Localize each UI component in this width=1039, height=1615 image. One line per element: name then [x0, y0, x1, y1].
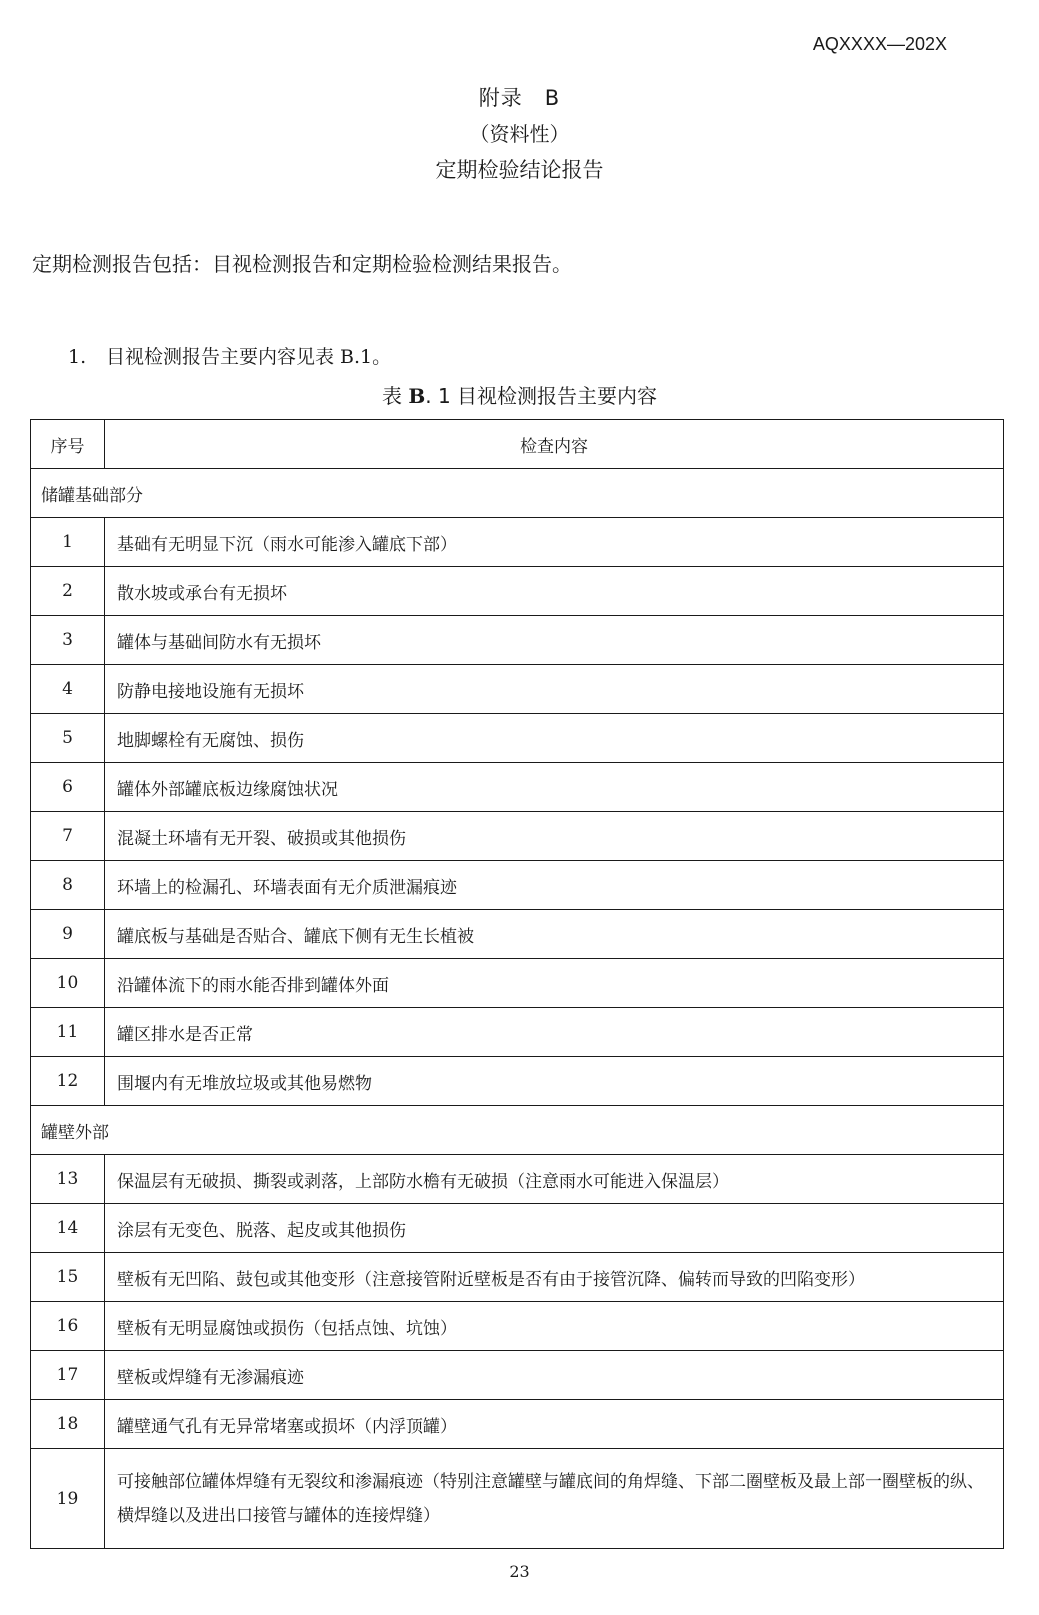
row-number: 8 [31, 861, 105, 910]
section-row [31, 469, 1004, 518]
table-caption-rest: . 1 目视检测报告主要内容 [425, 384, 658, 408]
table-row [31, 1449, 1004, 1549]
section-row [31, 1106, 1004, 1155]
page-number: 23 [509, 1562, 530, 1581]
row-number: 16 [31, 1302, 105, 1351]
table-row [31, 714, 1004, 763]
table-row [31, 1351, 1004, 1400]
row-number: 4 [31, 665, 105, 714]
row-number: 14 [31, 1204, 105, 1253]
row-content: 罐壁通气孔有无异常堵塞或损坏（内浮顶罐） [105, 1400, 1004, 1449]
table-row [31, 1057, 1004, 1106]
table-row [31, 910, 1004, 959]
table-row [31, 861, 1004, 910]
row-number: 5 [31, 714, 105, 763]
row-content: 壁板有无明显腐蚀或损伤（包括点蚀、坑蚀） [105, 1302, 1004, 1351]
table-row [31, 1008, 1004, 1057]
table-row [31, 1400, 1004, 1449]
row-content: 散水坡或承台有无损坏 [105, 567, 1004, 616]
row-content: 防静电接地设施有无损坏 [105, 665, 1004, 714]
table-row [31, 1204, 1004, 1253]
table-caption [0, 380, 1039, 409]
table-row [31, 1155, 1004, 1204]
table-row [31, 665, 1004, 714]
table-caption-prefix: 表 [381, 384, 402, 408]
row-number: 1 [31, 518, 105, 567]
row-content: 壁板有无凹陷、鼓包或其他变形（注意接管附近壁板是否有由于接管沉降、偏转而导致的凹陷变形） [105, 1253, 1004, 1302]
table-row [31, 616, 1004, 665]
report-title: 定期检验结论报告 [435, 158, 604, 182]
table-row [31, 518, 1004, 567]
table-row [31, 812, 1004, 861]
row-content: 壁板或焊缝有无渗漏痕迹 [105, 1351, 1004, 1400]
row-content: 基础有无明显下沉（雨水可能渗入罐底下部） [105, 518, 1004, 567]
appendix-title: 附录 B [478, 86, 561, 110]
row-number: 10 [31, 959, 105, 1008]
row-number: 18 [31, 1400, 105, 1449]
section-title: 储罐基础部分 [31, 469, 1004, 518]
row-content: 地脚螺栓有无腐蚀、损伤 [105, 714, 1004, 763]
table-row [31, 567, 1004, 616]
row-number: 7 [31, 812, 105, 861]
row-content: 可接触部位罐体焊缝有无裂纹和渗漏痕迹（特别注意罐壁与罐底间的角焊缝、下部二圈壁板及最上部一圈壁板的纵、横焊缝以及进出口接管与罐体的连接焊缝） [105, 1449, 1004, 1549]
table-row [31, 763, 1004, 812]
row-content: 围堰内有无堆放垃圾或其他易燃物 [105, 1057, 1004, 1106]
document-code: AQXXXX—202X [812, 34, 947, 54]
row-number: 12 [31, 1057, 105, 1106]
row-content: 混凝土环墙有无开裂、破损或其他损伤 [105, 812, 1004, 861]
row-content: 涂层有无变色、脱落、起皮或其他损伤 [105, 1204, 1004, 1253]
row-number: 6 [31, 763, 105, 812]
section-title: 罐壁外部 [31, 1106, 1004, 1155]
row-content: 罐底板与基础是否贴合、罐底下侧有无生长植被 [105, 910, 1004, 959]
inspection-table [30, 419, 1004, 1549]
row-number: 3 [31, 616, 105, 665]
table-row [31, 1302, 1004, 1351]
row-number: 19 [31, 1449, 105, 1549]
row-number: 11 [31, 1008, 105, 1057]
table-row [31, 959, 1004, 1008]
row-number: 9 [31, 910, 105, 959]
list-item-text: 目视检测报告主要内容见表 B.1。 [106, 346, 392, 368]
list-item [68, 342, 391, 369]
list-item-number: 1. [68, 346, 87, 368]
row-content: 罐区排水是否正常 [105, 1008, 1004, 1057]
table-body [31, 469, 1004, 1549]
table-caption-label: B [408, 384, 426, 408]
intro-paragraph: 定期检测报告包括：目视检测报告和定期检验检测结果报告。 [32, 252, 572, 276]
table-header-row [31, 420, 1004, 469]
header-content: 检查内容 [105, 420, 1004, 469]
table-row [31, 1253, 1004, 1302]
header-no: 序号 [31, 420, 105, 469]
row-content: 保温层有无破损、撕裂或剥落，上部防水檐有无破损（注意雨水可能进入保温层） [105, 1155, 1004, 1204]
appendix-nature: （资料性） [469, 122, 570, 146]
row-content: 罐体与基础间防水有无损坏 [105, 616, 1004, 665]
row-content: 环墙上的检漏孔、环墙表面有无介质泄漏痕迹 [105, 861, 1004, 910]
row-number: 15 [31, 1253, 105, 1302]
row-number: 17 [31, 1351, 105, 1400]
row-number: 13 [31, 1155, 105, 1204]
row-number: 2 [31, 567, 105, 616]
row-content: 沿罐体流下的雨水能否排到罐体外面 [105, 959, 1004, 1008]
row-content: 罐体外部罐底板边缘腐蚀状况 [105, 763, 1004, 812]
